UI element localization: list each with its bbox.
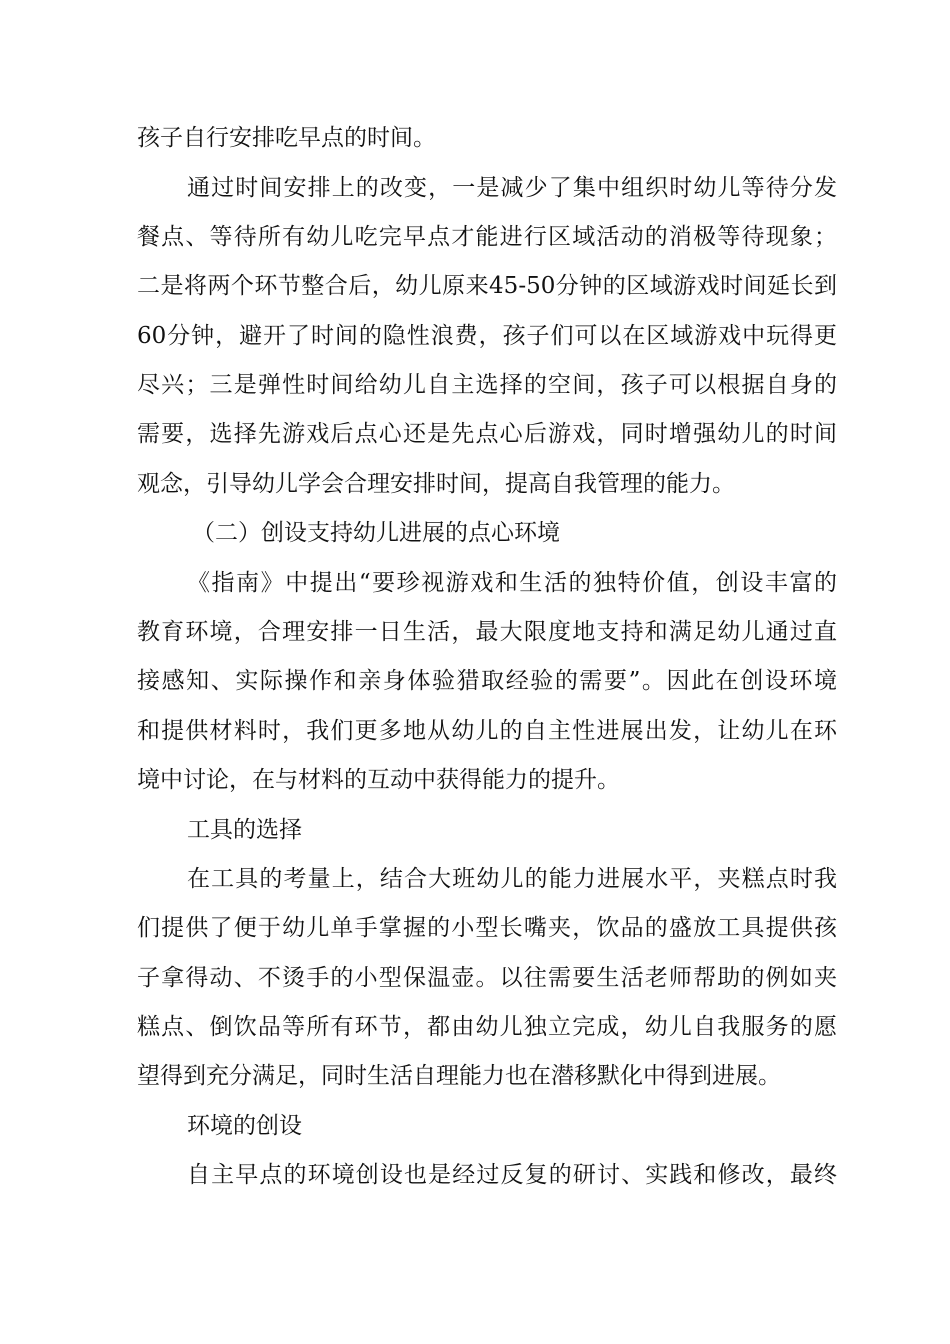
paragraph-line: 《指南》中提出“要珍视游戏和生活的独特价值，创设丰富的 [187,570,837,596]
paragraph-line: 们提供了便于幼儿单手掌握的小型长嘴夹，饮品的盛放工具提供孩 [137,915,837,941]
paragraph-line: 糕点、倒饮品等所有环节，都由幼儿独立完成，幼儿自我服务的愿 [137,1014,837,1040]
subsection-heading: 工具的选择 [187,817,302,843]
paragraph-line: 望得到充分满足，同时生活自理能力也在潜移默化中得到进展。 [137,1063,781,1089]
paragraph-line: 通过时间安排上的改变，一是减少了集中组织时幼儿等待分发 [187,175,837,201]
paragraph-line: 二是将两个环节整合后，幼儿原来45-50分钟的区域游戏时间延长到 [137,273,837,299]
paragraph-line: 子拿得动、不烫手的小型保温壶。以往需要生活老师帮助的例如夹 [137,965,837,991]
paragraph-line: 自主早点的环境创设也是经过反复的研讨、实践和修改，最终 [187,1162,837,1188]
paragraph-line: 在工具的考量上，结合大班幼儿的能力进展水平，夹糕点时我 [187,866,837,892]
paragraph-line: 观念，引导幼儿学会合理安排时间，提高自我管理的能力。 [137,471,735,497]
paragraph-line: 需要，选择先游戏后点心还是先点心后游戏，同时增强幼儿的时间 [137,421,837,447]
paragraph-line: 境中讨论，在与材料的互动中获得能力的提升。 [137,767,620,793]
paragraph-line: 接感知、实际操作和亲身体验猎取经验的需要”。因此在创设环境 [137,668,837,694]
paragraph-line: 孩子自行安排吃早点的时间。 [137,125,436,151]
paragraph-line: 餐点、等待所有幼儿吃完早点才能进行区域活动的消极等待现象； [137,224,837,250]
subsection-heading: 环境的创设 [187,1113,302,1139]
paragraph-line: 尽兴；三是弹性时间给幼儿自主选择的空间，孩子可以根据自身的 [137,372,837,398]
paragraph-line: 60分钟，避开了时间的隐性浪费，孩子们可以在区域游戏中玩得更 [137,323,837,349]
paragraph-line: 教育环境，合理安排一日生活，最大限度地支持和满足幼儿通过直 [137,619,837,645]
section-heading: （二）创设支持幼儿进展的点心环境 [192,520,560,546]
paragraph-line: 和提供材料时，我们更多地从幼儿的自主性进展出发，让幼儿在环 [137,718,837,744]
